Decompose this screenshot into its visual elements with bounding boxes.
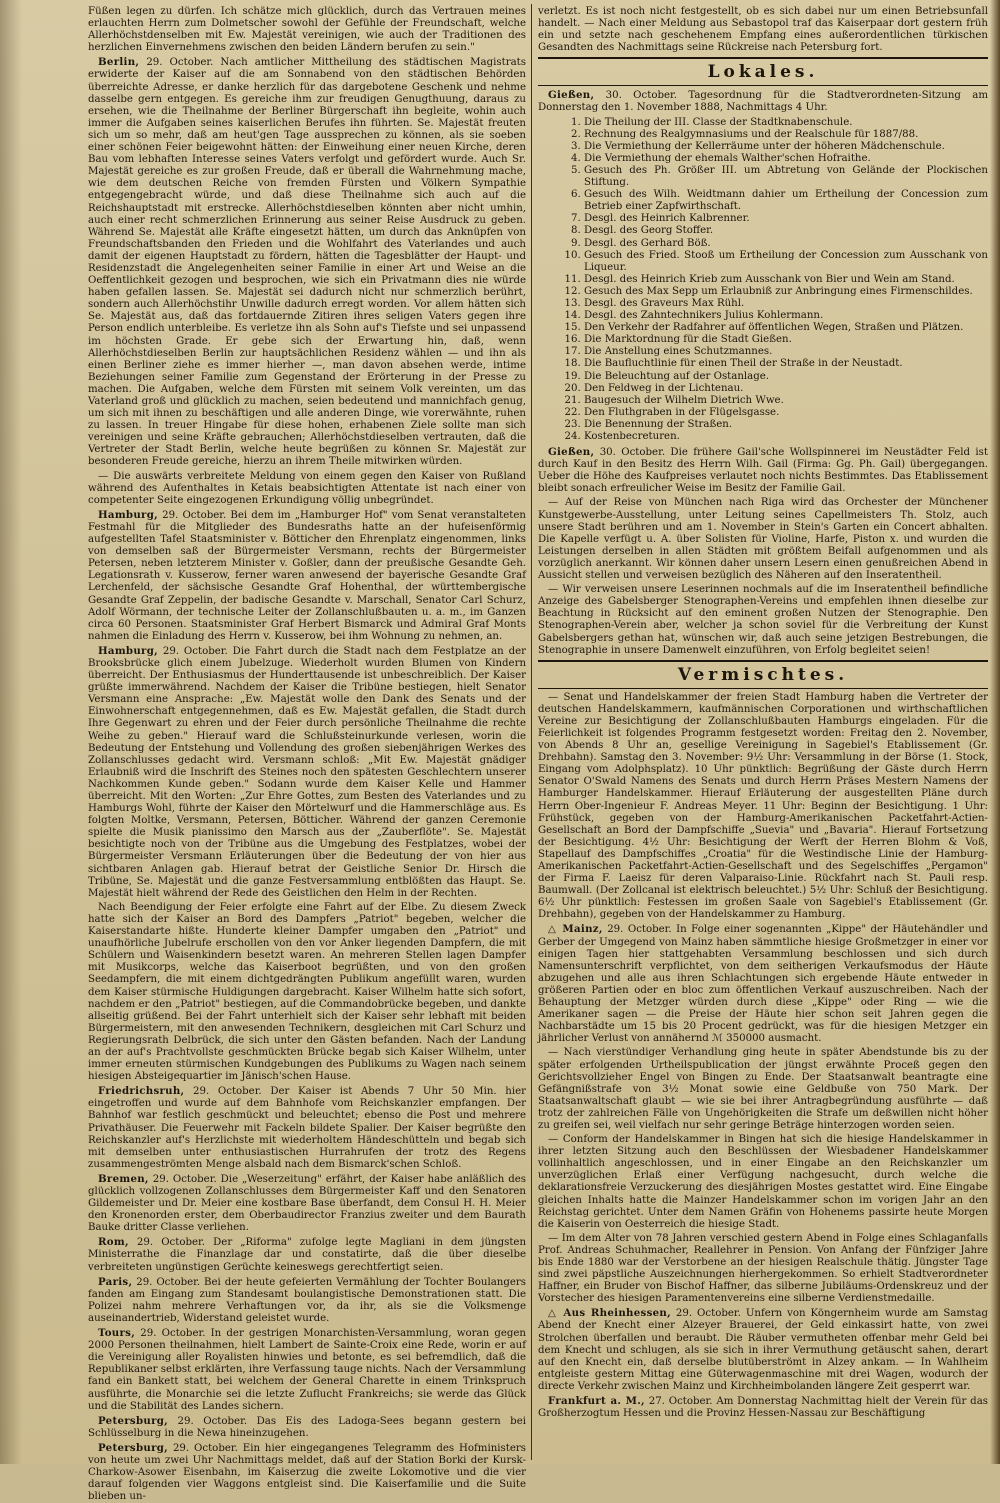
right-column [538, 6, 988, 1458]
agenda-item: 22. Den Fluthgraben in der Flügelsgasse. [584, 407, 988, 419]
agenda-item: 1. Die Theilung der III. Classe der Stadtknabenschule. [584, 117, 988, 129]
dateline: Petersburg, [98, 1414, 169, 1427]
agenda-item: 21. Baugesuch der Wilhelm Dietrich Wwe. [584, 395, 988, 407]
section-rule [538, 57, 988, 59]
article-paragraph: △ Aus Rheinhessen, 29. October. Unfern von Köngernheim wurde am Samstag Abend der Knecht einer Alzeyer Brauerei, der Geld einkassirt hatte, von zwei Strolchen überfallen und beraubt. Die Räuber vermutheten offenbar mehr Geld bei dem Knecht und schlugen, als sie sich in ihrer Vermuthung getäuscht sahen, derart auf den Knecht ein, daß derselbe blutüberströmt in Alzey ankam. — In Wahlheim entgleiste gestern Mittag eine Güterwagenmaschine mit drei Wagen, wodurch der directe Verkehr zwischen Mainz und Kirchheimbolanden längere Zeit gesperrt war. [538, 1307, 988, 1392]
agenda-item: 12. Gesuch des Max Sepp um Erlaubniß zur Anbringung eines Firmenschildes. [584, 286, 988, 298]
agenda-item: 11. Desgl. des Heinrich Krieb zum Ausschank von Bier und Wein am Stand. [584, 274, 988, 286]
section-heading-lokales: Lokales. [707, 62, 819, 83]
article-paragraph: — Senat und Handelskammer der freien Stadt Hamburg haben die Vertreter der deutschen Handelskammern, kaufmännischen Corporationen und wirthschaftlichen Vereine zur Besichtigung der Zollanschlußbauten Hamburgs eingeladen. Für die Feierlichkeit ist folgendes Programm festgesetzt worden: Freitag den 2. November, von Abends 8 Uhr an, gesellige Vereinigung in Sagebiel's Etablissement (Gr. Drehbahn). Samstag den 3. November: 9½ Uhr: Versammlung in der Börse (1. Stock, Eingang vom Adolphsplatz). 10 Uhr pünktlich: Begrüßung der Gäste durch Herrn Senator O'Swald Namens des Senats und durch Herrn Präses Mestern Namens der Hamburger Handelskammer. Hierauf Erläuterung der ausgestellten Pläne durch Herrn Ober-Ingenieur F. Andreas Meyer. 11 Uhr: Beginn der Besichtigung. 1 Uhr: Frühstück, gegeben von der Hamburg-Amerikanischen Packetfahrt-Actien-Gesellschaft an Bord der Dampfschiffe „Suevia" und „Bavaria". Hierauf Fortsetzung der Besichtigung. 4½ Uhr: Besichtigung der Werft der Herren Blohm & Voß, Stapellauf des Dampfschiffes „Croatia" für die Westindische Linie der Hamburg-Amerikanischen Packetfahrt-Actien-Gesellschaft und des Segelschiffes „Pergamon" der Firma F. Laeisz für deren Valparaiso-Linie. Rückfahrt nach St. Pauli resp. Baumwall. (Der Zollcanal ist elektrisch beleuchtet.) 5½ Uhr: Schluß der Besichtigung. 6½ Uhr pünktlich: Festessen im großen Saale von Sagebiel's Etablissement (Gr. Drehbahn), gegeben von der Handelskammer zu Hamburg. [538, 691, 988, 921]
article-paragraph: △ Mainz, 29. October. In Folge einer sogenannten „Kippe" der Häutehändler und Gerber der Umgegend von Mainz haben sämmtliche hiesige Großmetzger in einer vor einigen Tagen hier stattgehabten Versammlung beschlossen und sich durch Namensunterschrift verpflichtet, von dem seitherigen Verkaufsmodus der Häute abzugehen und alle aus ihren Schlachtungen sich ergebende Häute entweder in größeren Partien oder en bloc zum öffentlichen Verkauf auszuschreiben. Nach der Behauptung der Metzger würden durch diese „Kippe" oder Ring — wie die Amerikaner sagen — die Preise der Häute hier schon seit Jahren gegen die Nachbarstädte um 15 bis 20 Procent gedrückt, was für die hiesigen Metzger ein jährlicher Verlust von annähernd ℳ 350000 ausmacht. [538, 923, 988, 1045]
agenda-item: 15. Den Verkehr der Radfahrer auf öffentlichen Wegen, Straßen und Plätzen. [584, 322, 988, 334]
agenda-item: 14. Desgl. des Zahntechnikers Julius Kohlermann. [584, 310, 988, 322]
agenda-item: 3. Die Vermiethung der Kellerräume unter der höheren Mädchenschule. [584, 141, 988, 153]
dateline: △ Mainz, [548, 923, 603, 936]
article-paragraph: Paris, 29. October. Bei der heute gefeierten Vermählung der Tochter Boulangers fanden am Eingang zum Standesamt boulangistische Demonstrationen statt. Die Polizei nahm mehrere Verhaftungen vor, da ihr, als sie die Volksmenge auseinandertrieb, Widerstand geleistet wurde. [88, 1275, 526, 1324]
article-paragraph: Rom, 29. October. Der „Riforma" zufolge legte Magliani in dem jüngsten Ministerrathe die Finanzlage dar und constatirte, daß die über dieselbe verbreiteten ungünstigen Gerüchte keineswegs gerechtfertigt seien. [88, 1236, 527, 1273]
article-paragraph: verletzt. Es ist noch nicht festgestellt, ob es sich dabei nur um einen Betriebsunfall handelt. — Nach einer Meldung aus Sebastopol traf das Kaiserpaar dort gestern früh ein und setzte nach geschehenem Empfang eines außerordentlichen türkischen Gesandten des Nachmittags seine Rückreise nach Petersburg fort. [538, 6, 988, 54]
dateline: Berlin, [98, 56, 140, 69]
agenda-list [538, 117, 988, 444]
dateline: Bremen, [98, 1172, 149, 1185]
article-paragraph: Frankfurt a. M., 27. October. Am Donnerstag Nachmittag hielt der Verein für das Großherzogtum Hessen und die Provinz Hessen-Nassau zur Beschäftigung [538, 1395, 988, 1420]
article-paragraph: — Wir verweisen unsere Leserinnen nochmals auf die im Inseratentheil befindliche Anzeige des Gabelsberger Stenographen-Vereins und empfehlen ihnen dieselbe zur Beachtung in Rücksicht auf den eminent großen Nutzen der Stenographie. Den Stenographen-Verein aber, welcher ja schon soviel für die Verbreitung der Kunst Gabelsbergers gethan hat, wünschen wir, daß auch seine jetzigen Bestrebungen, die Stenographie in unsere Damenwelt einzuführen, von Erfolg begleitet seien! [538, 584, 988, 656]
article-paragraph: Hamburg, 29. October. Bei dem im „Hamburger Hof" vom Senat veranstalteten Festmahl für die Mitglieder des Bundesraths hatte an der hufeisenförmig aufgestellten Tafel Staatsminister v. Bötticher den Ehrenplatz eingenommen, links von demselben saß der Bürgermeister Versmann, rechts der Bürgermeister Petersen, neben letzterem Minister v. Goßler, dann der preußische Gesandte Geh. Legationsrath v. Kusserow, ferner waren anwesend der bayerische Gesandte Graf Lerchenfeld, der sächsische Gesandte Graf Hohenthal, der württembergische Gesandte Graf Zeppelin, der badische Gesandte v. Marschall, Senator Carl Schurz, Adolf Wörmann, der technische Leiter der Zollanschlußbauten u. a. m., im Ganzen circa 60 Personen. Staatsminister Graf Herbert Bismarck und Admiral Graf Monts nahmen die Einladung des Herrn v. Kusserow, bei ihm Wohnung zu nehmen, an. [88, 508, 526, 642]
agenda-item: 20. Den Feldweg in der Lichtenau. [584, 383, 988, 395]
article-paragraph: Friedrichsruh, 29. October. Der Kaiser ist Abends 7 Uhr 50 Min. hier eingetroffen und wurde auf dem Bahnhofe vom Reichskanzler empfangen. Der Bahnhof war festlich geschmückt und beleuchtet; ebenso die Post und mehrere Privathäuser. Die Feuerwehr mit Fackeln bildete Spalier. Der Kaiser begrüßte den Reichskanzler auf's Herzlichste mit wiederholtem Händeschütteln und begab sich mit demselben unter enthusiastischen Hurrahrufen der trotz des Regens zusammengeströmten Menge alsbald nach dem Bismarck'schen Schloß. [88, 1085, 526, 1170]
dateline: Gießen, [548, 89, 595, 102]
section-heading-vermischtes: Vermischtes. [677, 664, 849, 685]
agenda-item: 2. Rechnung des Realgymnasiums und der Realschule für 1887/88. [584, 129, 988, 141]
dateline: Friedrichsruh, [98, 1085, 185, 1098]
agenda-item: 6. Gesuch des Wilh. Weidtmann dahier um Ertheilung der Concession zum Betrieb einer Zapfwirthschaft. [584, 189, 988, 213]
agenda-item: 10. Gesuch des Fried. Stooß um Ertheilung der Concession zum Ausschank von Liqueur. [584, 250, 988, 274]
article-paragraph: Füßen legen zu dürfen. Ich schätze mich glücklich, durch das Vertrauen meines erlauchten Herrn zum Dolmetscher sowohl der Gefühle der Freundschaft, welche Allerhöchstdenselben mit Ew. Majestät vereinigen, wie auch der Traditionen des herzlichen Einvernehmens zwischen den beiden Ländern berufen zu sein." [88, 6, 526, 54]
agenda-item: 23. Die Benennung der Straßen. [584, 419, 988, 431]
agenda-item: 13. Desgl. des Graveurs Max Rühl. [584, 298, 988, 310]
article-paragraph: — Nach vierstündiger Verhandlung ging heute in später Abendstunde bis zu der später erfolgenden Urtheilspublication der jüngst erwähnte Proceß gegen den Gerichtsvollzieher Engel von Bingen zu Ende. Der Staatsanwalt beantragte eine Gefängnißstrafe von 3½ Monat sowie eine Geldbuße von 750 Mark. Der Staatsanwaltschaft glaubt — wie sie bei ihrer Antragbegründung ausführte — daß trotz der zahlreichen Fälle von Ungehörigkeiten die Strafe um deßwillen nicht höher zu greifen sei, weil vielfach nur sehr geringe Beträge hinterzogen worden seien. [538, 1047, 988, 1131]
left-column [88, 6, 527, 1503]
dateline: Hamburg, [98, 508, 158, 521]
dateline: △ Aus Rheinhessen, [548, 1307, 671, 1320]
article-paragraph: Berlin, 29. October. Nach amtlicher Mittheilung des städtischen Magistrats erwiderte der Kaiser auf die am Sonnabend von den städtischen Behörden überreichte Adresse, er danke herzlich für das dargebotene Geschenk und nehme dasselbe gern entgegen. Es gereiche ihm zur freudigen Genugthuung, daraus zu ersehen, wie die Theilnahme der Berliner Bürgerschaft ihn begleite, wohin auch immer die Aufgaben seines kaiserlichen Berufes ihn führten. Se. Majestät freuten sich um so mehr, daß am heut'gen Tage aussprechen zu können, als sie soeben einer schönen Feier beigewohnt hätten: der Einweihung einer neuen Kirche, deren Bau vom lebhaften Interesse seines Vaters verfolgt und gefördert wurde. Auch Sr. Majestät gereiche es zur großen Freude, daß er überall die Wahrnehmung mache, wie dem deutschen Reiche von fremden Fürsten und Völkern Sympathie entgegengebracht würde, und daß diese Theilnahme sich auch auf die Reichshauptstadt mit erstrecke. Allerhöchstdieselben könnten aber nicht umhin, auch einer recht schmerzlichen Erinnerung aus seiner Reise Ausdruck zu geben. Während Se. Majestät alle Kräfte eingesetzt hätten, um durch das Anknüpfen von Freundschaftsbanden den Frieden und die Wohlfahrt des Vaterlandes und auch damit der eigenen Hauptstadt zu fördern, hätten die Tagesblätter der Haupt- und Residenzstadt die Angelegenheiten seiner Familie in einer Art und Weise an die Oeffentlichkeit gezogen und besprochen, wie sich ein Privatmann dies nie würde haben gefallen lassen. Se. Majestät sei dadurch nicht nur schmerzlich berührt, sondern auch Allerhöchstihr Unwille dadurch erregt worden. Vor allem hätten sich Se. Majestät aus, daß das fortdauernde Zitiren ihres seligen Vaters gegen ihre Person endlich unterbleibe. Es verletze ihn als Sohn auf's Tiefste und sei unpassend im höchsten Grade. Er gebe sich der Erwartung hin, daß, wenn Allerhöchstdieselben Berlin zur hauptsächlichen Residenz wählen — und ihn als einen Berliner ziehe es immer hierher —, man davon absehen werde, intime Beziehungen seiner Familie zum Gegenstand der Erörterung in der Presse zu machen. Die Aufgaben, welche dem Fürsten mit seinem Volk vereinten, um das Vaterland groß und glücklich zu machen, seien bedeutend und mannichfach genug, um sich mit ihnen zu beschäftigen und alle anderen Dinge, wie vorerwähnte, ruhen zu lassen. In treuer Hingabe für diese hohen, erhabenen Ziele sollte man sich vereinigen und seine Kräfte gebrauchen; Allerhöchstdieselben vertrauten, daß die Vertreter der Stadt Berlin, welche heute begrüßen zu können Sr. Majestät zur besonderen Freude gereiche, hierzu an ihrem Theile mitwirken würden. [88, 56, 526, 468]
article-paragraph: Hamburg, 29. October. Die Fahrt durch die Stadt nach dem Festplatze an der Brooksbrücke glich einem Jubelzuge. Wiederholt wurden Blumen von Kindern überreicht. Der Enthusiasmus der Hunderttausende ist unbeschreiblich. Der Kaiser grüßte immerwährend. Nachdem der Kaiser die Tribüne bestiegen, hielt Senator Versmann eine Ansprache: „Ew. Majestät wolle den Dank des Senats und der Einwohnerschaft entgegennehmen, daß es Ew. Majestät gefallen, die Stadt durch Ihre Gegenwart zu ehren und der Feier durch persönliche Theilnahme die rechte Weihe zu geben." Hierauf ward die Schlußsteinurkunde verlesen, worin die Bedeutung der Entstehung und Vollendung des großen siebenjährigen Werkes des Zollanschlusses gedacht wird. Versmann schloß: „Mit Ew. Majestät gnädiger Erlaubniß wird die Inschrift des Steines noch den spätesten Geschlechtern unserer Nachkommen Kunde geben." Sodann wurde dem Kaiser Kelle und Hammer überreicht. Mit den Worten: „Zur Ehre Gottes, zum Besten des Vaterlandes und zu Hamburgs Wohl, führte der Kaiser den Mörtelwurf und die Hammerschläge aus. Es folgten Moltke, Versmann, Petersen, Bötticher. Während der ganzen Ceremonie spielte die Musik pianissimo den Marsch aus der „Zauberflöte". Se. Majestät besichtigte noch von der Tribüne aus die Umgebung des Festplatzes, wobei der Bürgermeister Versmann Erläuterungen über die Bedeutung der von hier aus sichtbaren Anlagen gab. Hierauf betrat der Geistliche Senior Dr. Hirsch die Tribüne, Se. Majestät und die ganze Festversammlung entblößten das Haupt. Se. Majestät hielt während der Rede des Geistlichen den Helm in der Rechten. [88, 644, 526, 899]
article-paragraph: Bremen, 29. October. Die „Weserzeitung" erfährt, der Kaiser habe anläßlich des glücklich vollzogenen Zollanschlusses dem Bürgermeister Kaff und den Senatoren Gildemeister und Dr. Meier eine kostbare Base überfandt, dem Consul H. H. Meier den Kronenorden erster, dem Oberbaudirector Franzius zweiter und dem Baurath Bauke dritter Classe verliehen. [88, 1172, 526, 1234]
agenda-item: 24. Kostenbecreturen. [584, 431, 988, 443]
page-edge [990, 0, 1000, 1464]
article-paragraph: Gießen, 30. October. Die frühere Gail'sche Wollspinnerei im Neustädter Feld ist durch Kauf in den Besitz des Herrn Wilh. Gail (Firma: Gg. Ph. Gail) übergegangen. Ueber die Höhe des Kaufpreises verlautet noch nichts Bestimmtes. Das Etablissement bleibt sonach erfreulicher Weise im Besitz der Familie Gail. [538, 446, 989, 495]
article-paragraph: — Im dem Alter von 78 Jahren verschied gestern Abend in Folge eines Schlaganfalls Prof. Andreas Schuhmacher, Reallehrer in Pension. Von Anfang der Fünfziger Jahre bis Ende 1880 war der Verstorbene an der hiesigen Realschule thätig. Jüngster Tage sind zwei päpstliche Auszeichnungen hierhergekommen. So erhielt Stadtverordneter Haffner, ein Bruder von Bischof Haffner, das silberne Jubiläums-Ordenskreuz und der Vorstecher des hiesigen Paramentenvereins eine silberne Verdienstmedaille. [538, 1232, 988, 1305]
article-paragraph: Petersburg, 29. October. Ein hier eingegangenes Telegramm des Hofministers von heute um zwei Uhr Nachmittags meldet, daß auf der Station Borki der Kursk-Charkow-Asower Eisenbahn, im Kaiserzug die zweite Lokomotive und die vier darauf folgenden vier Waggons entgleist sind. Die Kaiserfamilie und die Suite blieben un- [88, 1441, 526, 1503]
section-rule [538, 85, 988, 86]
agenda-item: 18. Die Baufluchtlinie für einen Theil der Straße in der Neustadt. [584, 358, 988, 370]
article-paragraph: Nach Beendigung der Feier erfolgte eine Fahrt auf der Elbe. Zu diesem Zweck hatte sich der Kaiser an Bord des Dampfers „Patriot" begeben, welcher die Kaiserstandarte hißte. Hunderte kleiner Dampfer umgaben den „Patriot" und unaufhörliche Jubelrufe erschollen von den vor Anker liegenden Dampfern, die mit Schülern und Waisenkindern besetzt waren. An mehreren Stellen lagen Dampfer mit Musikcorps, welche das Kaiserboot begrüßten, und von den großen Seedampfern, die mit einem dichtgedrängten Publikum angefüllt waren, wurden dem Kaiser stürmische Huldigungen dargebracht. Kaiser Wilhelm hatte sich sofort, nachdem er den „Patriot" bestiegen, auf die Commandobrücke begeben, und dankte allseitig grüßend. Bei der Fahrt unterhielt sich der Kaiser sehr lebhaft mit beiden Bürgermeistern, mit den anwesenden Technikern, desgleichen mit Carl Schurz und Regierungsrath Delbrück, die sich unter den Gästen befanden. Nach der Landung an der auf's Prachtvollste geschmückten Brücke begab sich Kaiser Wilhelm, unter immer erneuten stürmischen Kundgebungen des Publikums zu Wagen nach seinem hiesigen Absteigequartier im Jänisch'schen Hause. [88, 901, 526, 1083]
agenda-item: 19. Die Beleuchtung auf der Ostanlage. [584, 371, 988, 383]
dateline: Paris, [98, 1275, 133, 1288]
dateline: Petersburg, [98, 1441, 169, 1454]
agenda-item: 7. Desgl. des Heinrich Kalbrenner. [584, 213, 988, 225]
dateline: Gießen, [548, 446, 595, 459]
article-paragraph: — Auf der Reise von München nach Riga wird das Orchester der Münchener Kunstgewerbe-Ausstellung, unter Leitung seines Capellmeisters Th. Stolz, auch unsere Stadt berühren und am 1. November in Stein's Garten ein Concert abhalten. Die Kapelle verfügt u. A. über Solisten für Violine, Harfe, Piston x. und wurden die Leistungen derselben in allen Städten mit größtem Beifall aufgenommen und als vorzüglich anerkannt. Wir können daher unsern Lesern einen genußreichen Abend in Aussicht stellen und verweisen bezüglich des Näheren auf den Inseratentheil. [538, 497, 988, 582]
agenda-item: 5. Gesuch des Ph. Größer III. um Abtretung von Gelände der Plockischen Stiftung. [584, 165, 988, 189]
agenda-item: 8. Desgl. des Georg Stoffer. [584, 225, 988, 237]
section-rule [538, 660, 988, 662]
article-paragraph: — Die auswärts verbreitete Meldung von einem gegen den Kaiser von Rußland während des Aufenthaltes in Ketais beabsichtigten Attentate ist nach einer von competenter Seite eingezogenen Erkundigung völlig unbegründet. [88, 470, 526, 506]
dateline: Tours, [98, 1327, 136, 1340]
article-paragraph: Petersburg, 29. October. Das Eis des Ladoga-Sees begann gestern bei Schlüsselburg in die Newa hineinzugehen. [88, 1414, 526, 1439]
page-binding-shadow [0, 0, 22, 1464]
article-paragraph: — Conform der Handelskammer in Bingen hat sich die hiesige Handelskammer in ihrer letzten Sitzung auch den Beschlüssen der Wiesbadener Handelskammer vollinhaltlich angeschlossen, und in einer Eingabe an den Reichskanzler um unverzüglichen Erlaß einer Verfügung nachgesucht, durch welche die deklarationsfreie Verzuckerung des diesjährigen Mostes gestattet wird. Eine Eingabe gleichen Inhalts hatte die Mainzer Handelskammer schon im vorigen Jahr an den Reichstag gerichtet. Unter dem Namen Gräfin von Hohenems passirte heute Morgen die Kaiserin von Oesterreich die hiesige Stadt. [538, 1134, 988, 1230]
agenda-item: 9. Desgl. des Gerhard Böß. [584, 238, 988, 250]
dateline: Hamburg, [98, 644, 158, 657]
agenda-intro: Gießen, 30. October. Tagesordnung für die Stadtverordneten-Sitzung am Donnerstag den 1. November 1888, Nachmittags 4 Uhr. [538, 89, 988, 114]
section-rule [538, 688, 988, 689]
column-divider [531, 4, 532, 1460]
dateline: Rom, [98, 1236, 129, 1249]
agenda-item: 17. Die Anstellung eines Schutzmannes. [584, 346, 988, 358]
agenda-item: 16. Die Marktordnung für die Stadt Gießen. [584, 334, 988, 346]
agenda-item: 4. Die Vermiethung der ehemals Walther'schen Hofraithe. [584, 153, 988, 165]
article-paragraph: Tours, 29. October. In der gestrigen Monarchisten-Versammlung, woran gegen 2000 Personen theilnahmen, hielt Lambert de Sainte-Croix eine Rede, worin er auf die Vereinigung aller Royalisten hinwies und betonte, es sei befremdlich, daß die Republikaner selbst erklärten, ihre Verfassung tauge nichts. Nach der Versammlung fand ein Bankett statt, bei welchem der General Charette in einem Trinkspruch ausführte, die Monarchie sei die letzte Zuflucht Frankreichs; sie werde das Glück und die Stabilität des Landes sichern. [88, 1327, 526, 1412]
dateline: Frankfurt a. M., [548, 1395, 645, 1408]
